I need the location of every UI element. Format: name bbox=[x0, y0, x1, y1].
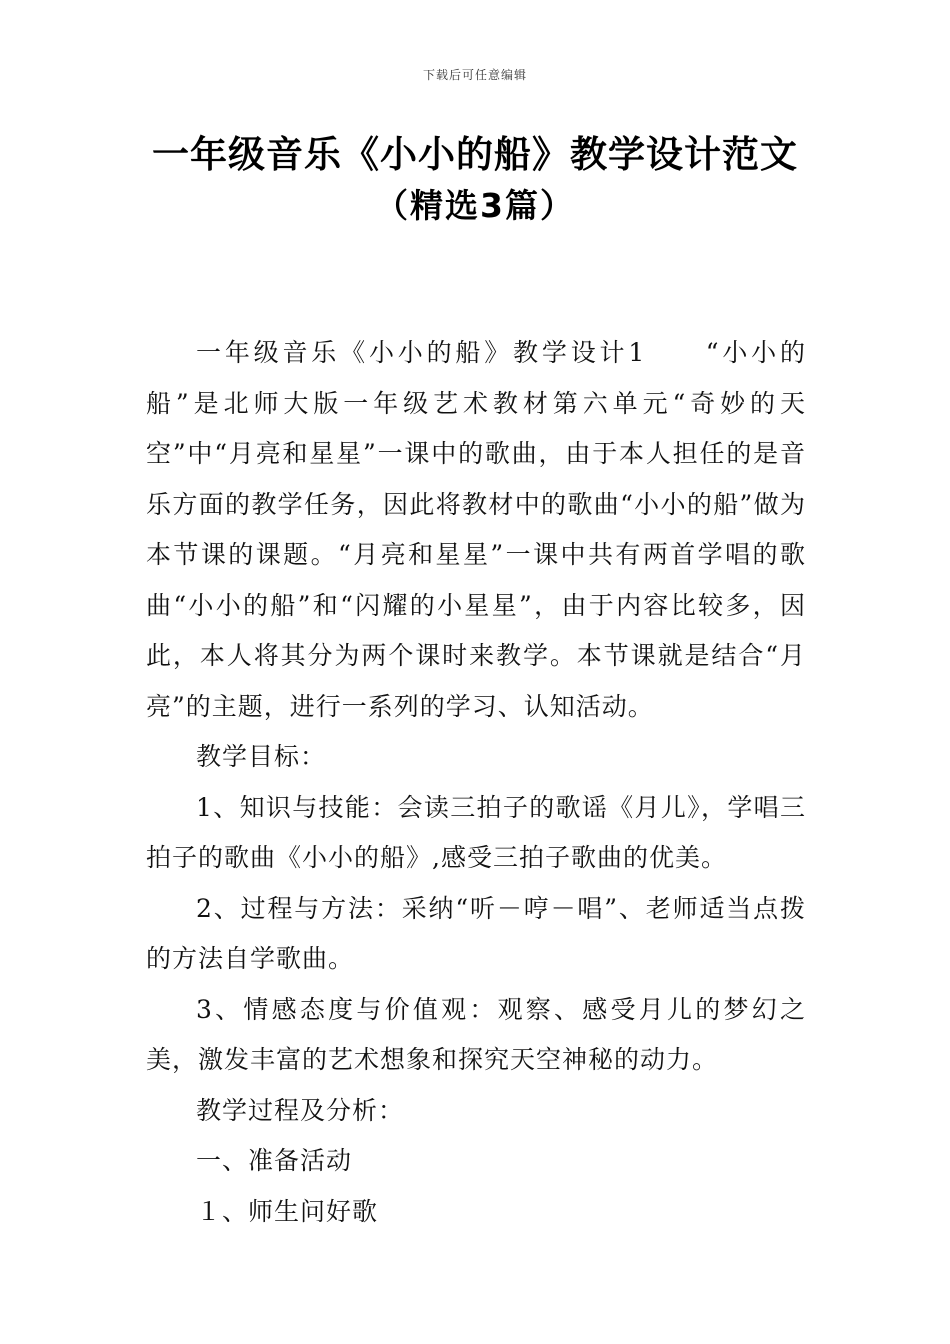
paragraph-step-1: １、师生问好歌 bbox=[196, 1196, 379, 1226]
document-subtitle: （精选3篇） bbox=[375, 186, 575, 225]
paragraph-objective-2: 2、过程与方法：采纳“听－哼－唱”、老师适当点拨的方法自学歌曲。 bbox=[146, 893, 806, 973]
document-body bbox=[146, 328, 806, 1237]
title-block bbox=[0, 128, 950, 230]
paragraph-objective-3: 3、情感态度与价值观：观察、感受月儿的梦幻之美，激发丰富的艺术想象和探究天空神秘的动力。 bbox=[146, 994, 806, 1074]
paragraph-intro: 一年级音乐《小小的船》教学设计1 “小小的船”是北师大版一年级艺术教材第六单元“奇妙的天空”中“月亮和星星”一课中的歌曲，由于本人担任的是音乐方面的教学任务，因此将教材中的歌曲“小小的船”做为本节课的课题。“月亮和星星”一课中共有两首学唱的歌曲“小小的船”和“闪耀的小星星”，由于内容比较多，因此，本人将其分为两个课时来教学。本节课就是结合“月亮”的主题，进行一系列的学习、认知活动。 bbox=[146, 338, 806, 721]
paragraph-section-1: 一、准备活动 bbox=[196, 1146, 353, 1175]
header-note: 下载后可任意编辑 bbox=[422, 68, 527, 82]
paragraph-objectives-heading: 教学目标： bbox=[196, 742, 327, 771]
paragraph-objective-1: 1、知识与技能：会读三拍子的歌谣《月儿》，学唱三拍子的歌曲《小小的船》,感受三拍子歌曲的优美。 bbox=[146, 792, 806, 872]
document-title: 一年级音乐《小小的船》教学设计范文 bbox=[152, 133, 798, 176]
paragraph-process-heading: 教学过程及分析： bbox=[196, 1095, 405, 1125]
